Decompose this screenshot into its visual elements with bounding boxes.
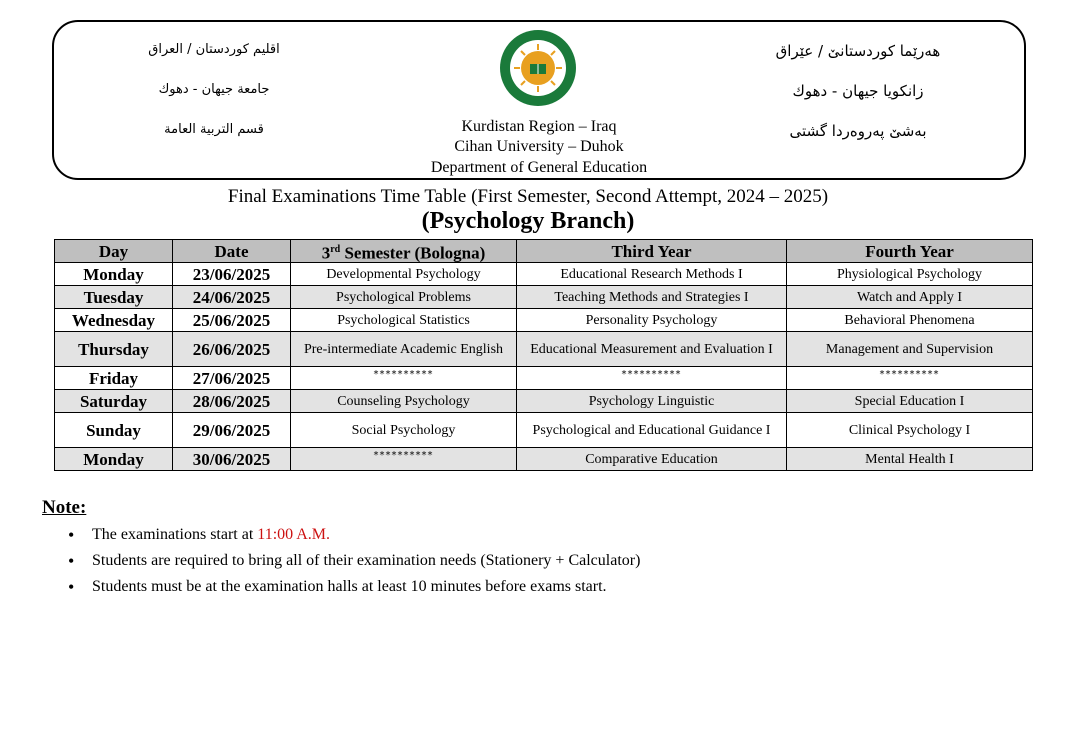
cell-third-year: ********** — [517, 367, 787, 390]
cell-date: 28/06/2025 — [173, 390, 291, 413]
english-region-line: Kurdistan Region – Iraq — [461, 118, 617, 135]
cell-day: Friday — [55, 367, 173, 390]
cell-day: Thursday — [55, 332, 173, 367]
page-title: Final Examinations Time Table (First Semester, Second Attempt, 2024 – 2025) — [227, 186, 829, 207]
header-date: Date — [173, 240, 291, 263]
arabic-department-line: قسم التربية العامة — [164, 122, 264, 137]
cell-date: 27/06/2025 — [173, 367, 291, 390]
header-fourth-year: Fourth Year — [787, 240, 1033, 263]
table-header-row — [55, 240, 1033, 263]
cell-3rd-semester: Pre-intermediate Academic English — [291, 332, 517, 367]
header-box — [52, 20, 1026, 180]
cell-fourth-year: Management and Supervision — [787, 332, 1033, 367]
table-row — [55, 448, 1033, 471]
cell-day: Wednesday — [55, 309, 173, 332]
table-row — [55, 413, 1033, 448]
cell-date: 23/06/2025 — [173, 263, 291, 286]
cell-day: Monday — [55, 263, 173, 286]
cell-third-year: Personality Psychology — [517, 309, 787, 332]
english-department-line: Department of General Education — [430, 159, 648, 176]
cell-third-year: Psychological and Educational Guidance I — [517, 413, 787, 448]
cell-3rd-semester: Psychological Problems — [291, 286, 517, 309]
cell-fourth-year: Mental Health I — [787, 448, 1033, 471]
note-item-start-time — [92, 522, 640, 548]
kurdish-department-line: بەشێ پەروەردا گشتی — [789, 122, 927, 140]
cell-date: 24/06/2025 — [173, 286, 291, 309]
arabic-university-line: جامعة جيهان - دهوك — [158, 82, 270, 97]
cell-3rd-semester: ********** — [291, 367, 517, 390]
kurdish-university-line: زانکویا جیهان - دهوك — [792, 82, 924, 100]
cell-date: 25/06/2025 — [173, 309, 291, 332]
cell-3rd-semester: Counseling Psychology — [291, 390, 517, 413]
notes-list — [42, 522, 640, 600]
note-item-arrival: • Students must be at the examination halls at least 10 minutes before exams start. — [92, 574, 640, 600]
table-row — [55, 286, 1033, 309]
cell-day: Tuesday — [55, 286, 173, 309]
cell-fourth-year: Physiological Psychology — [787, 263, 1033, 286]
cell-fourth-year: Clinical Psychology I — [787, 413, 1033, 448]
cell-fourth-year: ********** — [787, 367, 1033, 390]
note-item-materials: • Students are required to bring all of their examination needs (Stationery + Calculator) — [92, 548, 640, 574]
cell-day: Saturday — [55, 390, 173, 413]
cell-fourth-year: Behavioral Phenomena — [787, 309, 1033, 332]
cell-3rd-semester: Social Psychology — [291, 413, 517, 448]
header-3rd-semester — [291, 240, 517, 263]
header-sem-text: Semester (Bologna) — [340, 243, 486, 263]
cell-day: Monday — [55, 448, 173, 471]
table-row — [55, 367, 1033, 390]
timetable — [54, 239, 1033, 471]
table-row — [55, 332, 1033, 367]
cell-third-year: Educational Research Methods I — [517, 263, 787, 286]
university-logo — [498, 28, 578, 108]
kurdish-region-line: هەرێما کوردستانێ / عێراق — [775, 42, 941, 60]
header-sem-superscript: rd — [330, 243, 341, 255]
cell-third-year: Psychology Linguistic — [517, 390, 787, 413]
note-heading: Note: — [42, 497, 87, 518]
cell-day: Sunday — [55, 413, 173, 448]
note-start-text: The examinations start at — [92, 526, 258, 543]
english-university-line: Cihan University – Duhok — [454, 138, 624, 155]
cell-fourth-year: Special Education I — [787, 390, 1033, 413]
table-row — [55, 390, 1033, 413]
cell-fourth-year: Watch and Apply I — [787, 286, 1033, 309]
exam-start-time: 11:00 A.M. — [257, 526, 331, 543]
table-row — [55, 309, 1033, 332]
cell-third-year: Comparative Education — [517, 448, 787, 471]
cell-3rd-semester: Psychological Statistics — [291, 309, 517, 332]
cell-third-year: Teaching Methods and Strategies I — [517, 286, 787, 309]
cell-date: 26/06/2025 — [173, 332, 291, 367]
cell-third-year: Educational Measurement and Evaluation I — [517, 332, 787, 367]
cell-date: 30/06/2025 — [173, 448, 291, 471]
header-third-year: Third Year — [517, 240, 787, 263]
arabic-region-line: اقليم كوردستان / العراق — [148, 42, 280, 57]
header-day: Day — [55, 240, 173, 263]
header-sem-number: 3 — [321, 243, 331, 263]
branch-title: (Psychology Branch) — [421, 208, 635, 234]
cell-3rd-semester: Developmental Psychology — [291, 263, 517, 286]
table-row — [55, 263, 1033, 286]
cell-3rd-semester: ********** — [291, 448, 517, 471]
cell-date: 29/06/2025 — [173, 413, 291, 448]
